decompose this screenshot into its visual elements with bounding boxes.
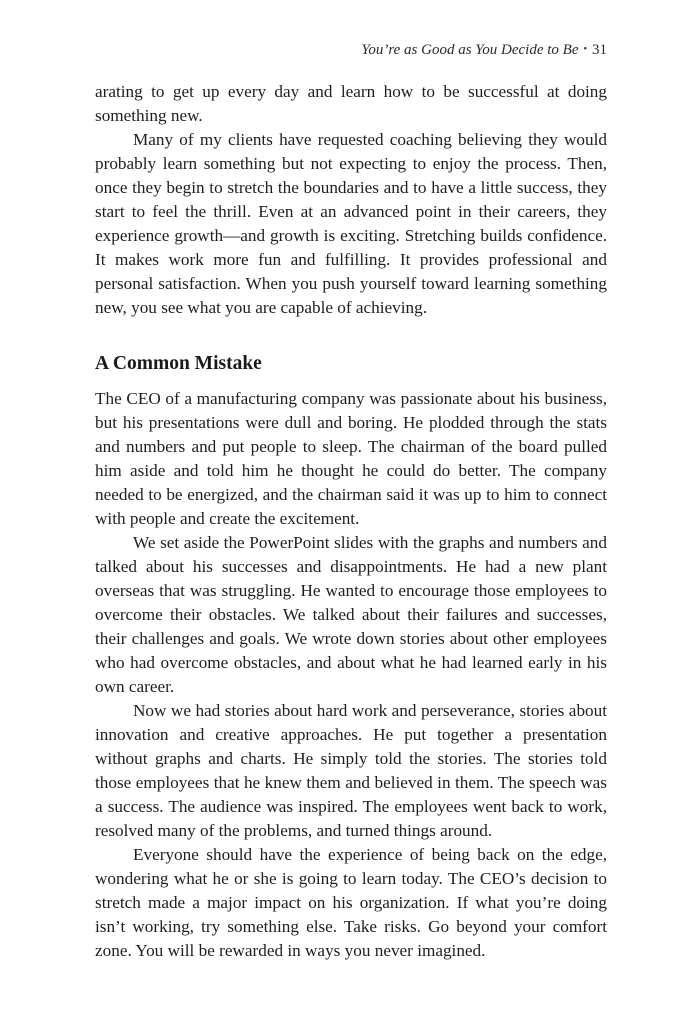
paragraph: The CEO of a manufacturing company was passionate about his business, but his presentations were dull and boring. He plodded through the stats and numbers and put people to sleep. The chairman of the board pulled him aside and told him he thought he could do better. The company needed to be energized, and the chairman said it was up to him to connect with people and create the excitement. bbox=[95, 389, 607, 528]
section-text-block bbox=[95, 387, 607, 963]
book-page bbox=[95, 0, 607, 1024]
intro-text-block bbox=[95, 80, 607, 320]
running-header bbox=[361, 40, 607, 62]
page-number: 31 bbox=[592, 42, 607, 58]
paragraph: Everyone should have the experience of being back on the edge, wondering what he or she is going to learn today. The CEO’s decision to stretch made a major impact on his organization. If what you’re doing isn’t working, try something else. Take risks. Go beyond your comfort zone. You will be rewarded in ways you never imagined. bbox=[95, 845, 607, 960]
paragraph: We set aside the PowerPoint slides with the graphs and numbers and talked about his successes and disappointments. He had a new plant overseas that was struggling. He wanted to encourage those employees to overcome their obstacles. We talked about their failures and successes, their challenges and goals. We wrote down stories about other employees who had overcome obstacles, and about what he had learned early in his own career. bbox=[95, 533, 607, 696]
section-heading: A Common Mistake bbox=[95, 353, 262, 374]
paragraph: Many of my clients have requested coaching believing they would probably learn something but not expecting to enjoy the process. Then, once they begin to stretch the boundaries and to have a little success, they start to feel the thrill. Even at an advanced point in their careers, they experience growth—and growth is exciting. Stretching builds confidence. It makes work more fun and fulfilling. It provides professional and personal satisfaction. When you push yourself toward learning something new, you see what you are capable of achieving. bbox=[95, 130, 607, 317]
paragraph: Now we had stories about hard work and perseverance, stories about innovation and creative approaches. He put together a presentation without graphs and charts. He simply told the stories. The stories told those employees that he knew them and believed in them. The speech was a success. The audience was inspired. The employees went back to work, resolved many of the problems, and turned things around. bbox=[95, 701, 607, 840]
running-title: You’re as Good as You Decide to Be bbox=[361, 42, 579, 58]
paragraph-continuation: arating to get up every day and learn how to be successful at doing something new. bbox=[95, 82, 607, 125]
header-separator-bullet: • bbox=[583, 44, 587, 55]
